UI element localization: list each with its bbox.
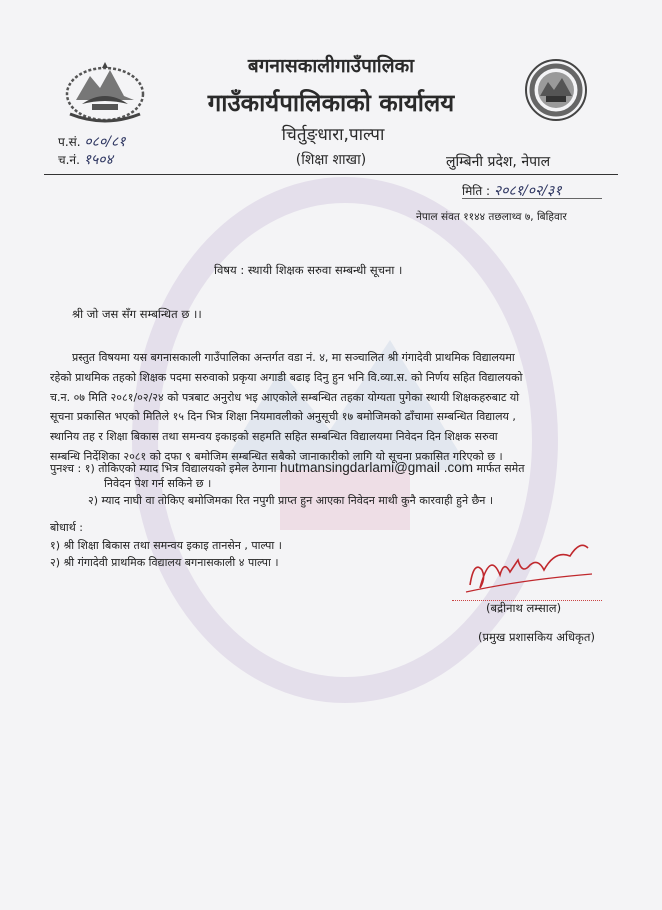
school-email: hutmansingdarlami@gmail .com bbox=[280, 460, 474, 475]
body-line: रहेको प्राथमिक तहको शिक्षक पदमा सरुवाको प्रकृया अगाडी बढाइ दिनु हुन भनि वि.व्या.स. को निर्णय सहित विद्यालयको bbox=[50, 370, 523, 384]
date-label: मिति : bbox=[462, 184, 491, 198]
header-divider bbox=[44, 174, 618, 175]
cn-value: १५०४ bbox=[83, 152, 113, 168]
salutation: श्री जो जस सँग सम्बन्धित छ ।। bbox=[72, 307, 202, 321]
date-underline bbox=[462, 198, 602, 199]
body-line: सूचना प्रकासित भएको मितिले १५ दिन भित्र शिक्षा नियमावलीको अनुसूची १७ बमोजिमको ढाँचामा सम्बन्धित विद्यालय , bbox=[50, 410, 516, 424]
municipality-name: बगनासकालीगाउँपालिका bbox=[247, 55, 415, 77]
body-line: च.न. ०७ मिति २०८१/०२/२४ को पत्रबाट अनुरोध भइ आएकोले सम्बन्धित तहका योग्यता पुगेका स्थायी शिक्षकहरुबाट यो bbox=[50, 390, 520, 404]
office-address: चिर्तुङ्धारा,पाल्पा bbox=[281, 125, 385, 145]
nepal-sambat-date: नेपाल संवत ११४४ तछलाथ्व ७, बिहिवार bbox=[416, 211, 567, 223]
office-name: गाउँकार्यपालिकाको कार्यालय bbox=[207, 89, 455, 117]
postscript-item1-text: १) तोकिएको म्याद भित्र विद्यालयको इमेल ठेगाना bbox=[84, 462, 277, 475]
cc-item: २) श्री गंगादेवी प्राथमिक विद्यालय बगनासकाली ४ पाल्पा । bbox=[50, 556, 279, 569]
postscript-item-2: २) म्याद नाघी वा तोकिए बमोजिमका रित नपुगी प्राप्त हुन आएका निवेदन माथी कुनै कारवाही हुने छैन । bbox=[88, 494, 494, 507]
body-line: सम्बन्धि निर्देशिका २०८१ को दफा ९ बमोजिम सम्बन्धित सबैको जानाकारीको लागि यो सूचना प्रकासित गरिएको छ । bbox=[50, 449, 503, 463]
body-line: प्रस्तुत विषयमा यस बगनासकाली गाउँपालिका अन्तर्गत वडा नं. ४, मा सञ्चालित श्री गंगादेवी प्राथमिक विद्यालयमा bbox=[72, 351, 515, 364]
postscript-label: पुनश्च : bbox=[50, 462, 82, 475]
ps-number bbox=[58, 132, 126, 151]
cn-label: च.नं. bbox=[58, 153, 80, 167]
cc-title: बोधार्थ : bbox=[50, 521, 83, 534]
signatory-name: (बद्रीनाथ लम्साल) bbox=[486, 601, 562, 615]
ps-label: प.सं. bbox=[58, 135, 81, 149]
body-line: स्थानिय तह र शिक्षा बिकास तथा समन्वय इकाइको सहमति सहित सम्बन्धित विद्यालयमा निवेदन दिन शिक्षक सरुवा bbox=[50, 430, 498, 444]
postscript-item1-suffix: मार्फत समेत bbox=[476, 462, 525, 475]
cc-item: १) श्री शिक्षा बिकास तथा समन्वय इकाइ तानसेन , पाल्पा । bbox=[50, 539, 282, 552]
postscript-item1-line2: निवेदन पेश गर्न सकिने छ । bbox=[104, 477, 212, 490]
section-name: (शिक्षा शाखा) bbox=[295, 152, 367, 168]
postscript-item-1 bbox=[50, 460, 525, 476]
handwritten-signature bbox=[460, 530, 600, 600]
province-text: लुम्बिनी प्रदेश, नेपाल bbox=[446, 154, 551, 170]
notice-body bbox=[50, 348, 610, 467]
subject-line: विषय : स्थायी शिक्षक सरुवा सम्बन्धी सूचना । bbox=[214, 263, 403, 277]
signatory-title: (प्रमुख प्रशासकिय अधिकृत) bbox=[478, 630, 595, 644]
cn-number bbox=[58, 150, 113, 169]
date-value: २०८१/०२/३१ bbox=[493, 183, 562, 199]
ps-value: ०८०/८१ bbox=[84, 134, 126, 150]
